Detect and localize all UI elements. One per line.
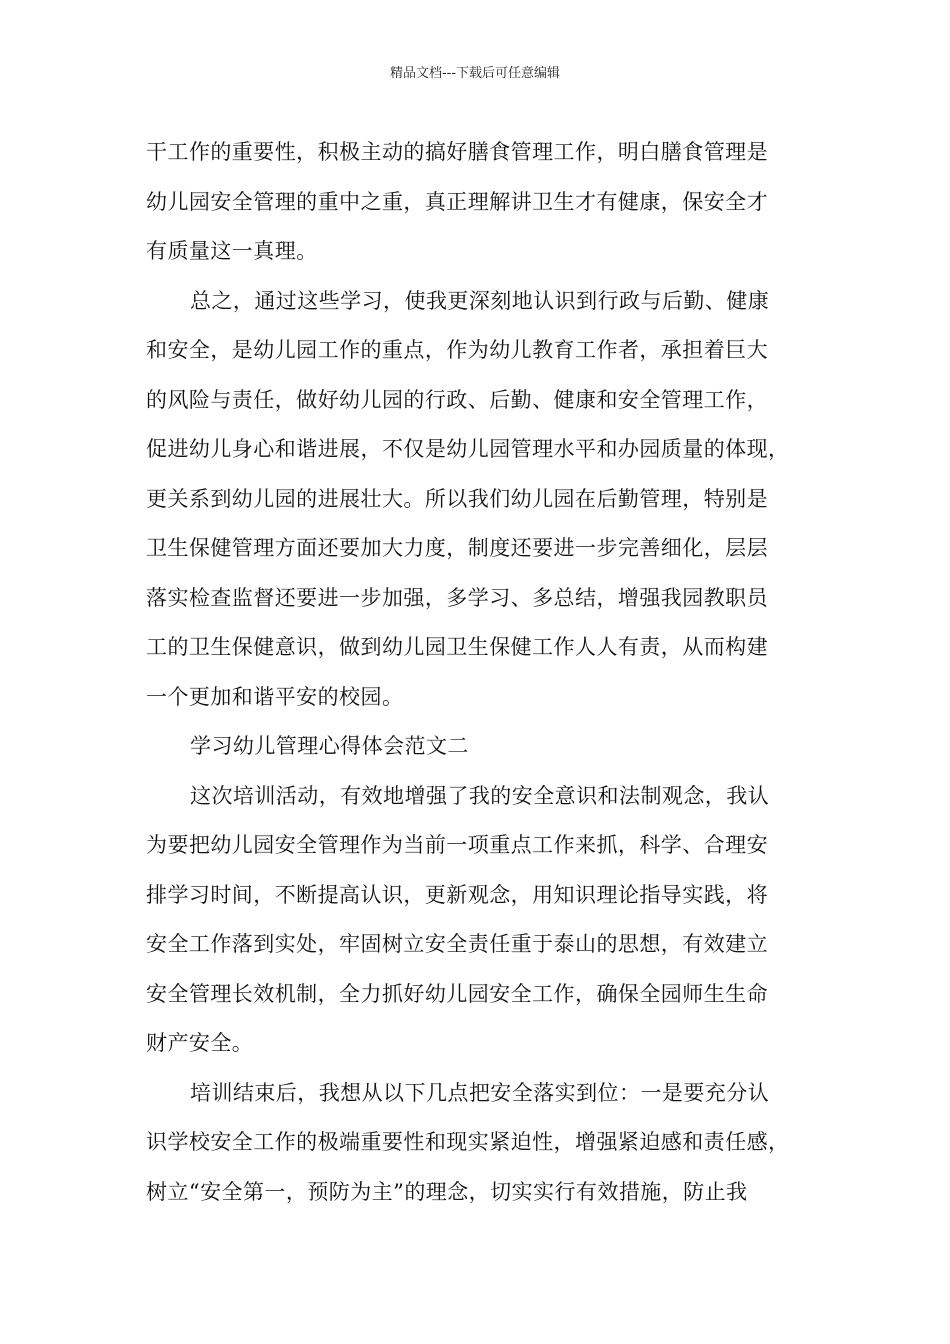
text-line: 一个更加和谐平安的校园。 <box>146 684 404 709</box>
text-line: 安全工作落到实处，牢固树立安全责任重于泰山的思想，有效建立 <box>146 932 769 956</box>
text-line: 落实检查监督还要进一步加强，多学习、多总结，增强我园教职员 <box>146 585 769 610</box>
text-line: 干工作的重要性，积极主动的搞好膳食管理工作，明白膳食管理是 <box>146 140 769 164</box>
text-line: 培训结束后，我想从以下几点把安全落实到位：一是要充分认 <box>190 1080 770 1105</box>
text-line: 总之，通过这些学习，使我更深刻地认识到行政与后勤、健康 <box>190 288 770 313</box>
text-line: 为要把幼儿园安全管理作为当前一项重点工作来抓，科学、合理安 <box>146 833 769 857</box>
text-line: 学习幼儿管理心得体会范文二 <box>190 734 469 758</box>
text-line: 幼儿园安全管理的重中之重，真正理解讲卫生才有健康，保安全才 <box>146 189 769 214</box>
text-line: 有质量这一真理。 <box>146 239 318 263</box>
text-line: 促进幼儿身心和谐进展，不仅是幼儿园管理水平和办园质量的体现， <box>146 437 790 461</box>
text-line: 识学校安全工作的极端重要性和现实紧迫性，增强紧迫感和责任感， <box>146 1130 790 1154</box>
document-body <box>146 132 826 1221</box>
text-line: 工的卫生保健意识，做到幼儿园卫生保健工作人人有责，从而构建 <box>146 635 769 659</box>
text-line: 这次培训活动，有效地增强了我的安全意识和法制观念，我认 <box>190 783 770 808</box>
text-line: 的风险与责任，做好幼儿园的行政、后勤、健康和安全管理工作， <box>146 387 769 412</box>
text-line: 财产安全。 <box>146 1031 254 1055</box>
text-line: 安全管理长效机制，全力抓好幼儿园安全工作，确保全园师生生命 <box>146 981 769 1006</box>
text-line: 排学习时间，不断提高认识，更新观念，用知识理论指导实践，将 <box>146 882 769 907</box>
text-line: 树立“安全第一，预防为主”的理念，切实实行有效措施，防止我 <box>146 1179 748 1204</box>
text-line: 更关系到幼儿园的进展壮大。所以我们幼儿园在后勤管理，特别是 <box>146 486 769 511</box>
page-header: 精品文档---下载后可任意编辑 <box>389 66 561 81</box>
text-line: 卫生保健管理方面还要加大力度，制度还要进一步完善细化，层层 <box>146 536 769 560</box>
text-line: 和安全，是幼儿园工作的重点，作为幼儿教育工作者，承担着巨大 <box>146 338 769 362</box>
